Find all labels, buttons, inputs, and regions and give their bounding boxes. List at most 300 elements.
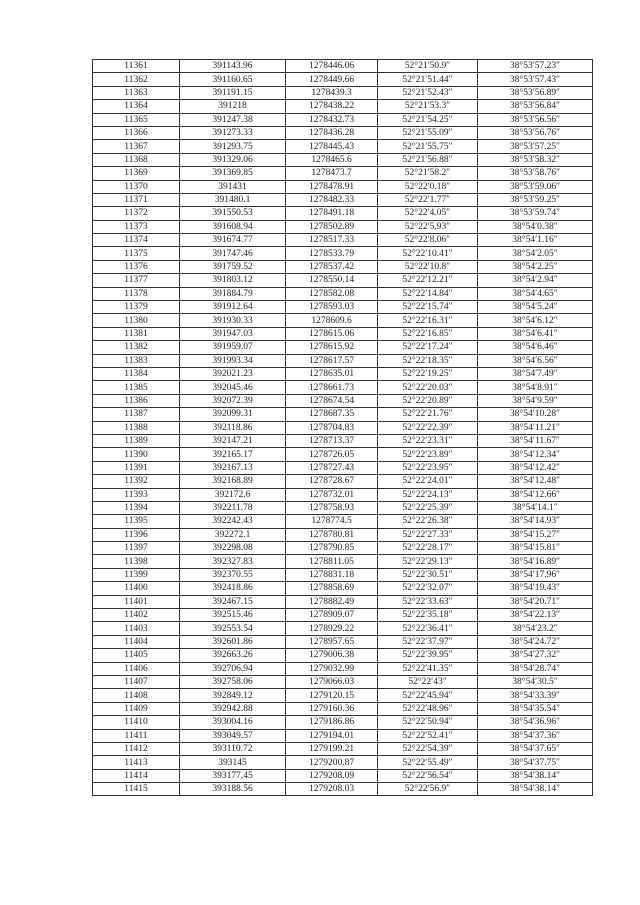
longitude-cell: 38°54′11.21″: [478, 421, 593, 434]
point-number-cell: 11367: [93, 140, 180, 153]
point-number-cell: 11361: [93, 60, 180, 73]
y-coordinate-cell: 1278582.08: [286, 287, 378, 300]
x-coordinate-cell: 392165.17: [180, 448, 286, 461]
y-coordinate-cell: 1278929.22: [286, 622, 378, 635]
point-number-cell: 11400: [93, 582, 180, 595]
x-coordinate-cell: 391191.15: [180, 86, 286, 99]
y-coordinate-cell: 1278465.6: [286, 153, 378, 166]
y-coordinate-cell: 1278436.28: [286, 126, 378, 139]
longitude-cell: 38°53′59.06″: [478, 180, 593, 193]
latitude-cell: 52°22′52.41″: [378, 729, 478, 742]
point-number-cell: 11397: [93, 542, 180, 555]
latitude-cell: 52°21′53.3″: [378, 100, 478, 113]
x-coordinate-cell: 392211.78: [180, 501, 286, 514]
coordinates-table: [92, 59, 593, 796]
point-number-cell: 11362: [93, 73, 180, 86]
latitude-cell: 52°22′22.39″: [378, 421, 478, 434]
table-row: [93, 702, 593, 715]
longitude-cell: 38°54′38.14″: [478, 769, 593, 782]
latitude-cell: 52°22′17.24″: [378, 341, 478, 354]
latitude-cell: 52°22′43″: [378, 675, 478, 688]
latitude-cell: 52°22′18.35″: [378, 354, 478, 367]
y-coordinate-cell: 1278537.42: [286, 260, 378, 273]
latitude-cell: 52°22′20.89″: [378, 394, 478, 407]
latitude-cell: 52°22′45.94″: [378, 689, 478, 702]
table-row: [93, 609, 593, 622]
longitude-cell: 38°54′35.54″: [478, 702, 593, 715]
y-coordinate-cell: 1279208.03: [286, 783, 378, 796]
longitude-cell: 38°54′24.72″: [478, 635, 593, 648]
point-number-cell: 11393: [93, 488, 180, 501]
longitude-cell: 38°54′37.36″: [478, 729, 593, 742]
table-row: [93, 528, 593, 541]
point-number-cell: 11382: [93, 341, 180, 354]
table-row: [93, 381, 593, 394]
longitude-cell: 38°54′12.66″: [478, 488, 593, 501]
point-number-cell: 11388: [93, 421, 180, 434]
x-coordinate-cell: 391884.79: [180, 287, 286, 300]
latitude-cell: 52°22′4.05″: [378, 207, 478, 220]
point-number-cell: 11386: [93, 394, 180, 407]
latitude-cell: 52°22′23.95″: [378, 461, 478, 474]
point-number-cell: 11379: [93, 301, 180, 314]
longitude-cell: 38°54′1.16″: [478, 234, 593, 247]
table-row: [93, 555, 593, 568]
x-coordinate-cell: 393188.56: [180, 783, 286, 796]
table-row: [93, 234, 593, 247]
latitude-cell: 52°22′23.31″: [378, 434, 478, 447]
latitude-cell: 52°21′52.43″: [378, 86, 478, 99]
latitude-cell: 52°22′41.35″: [378, 662, 478, 675]
point-number-cell: 11392: [93, 475, 180, 488]
latitude-cell: 52°22′28.17″: [378, 542, 478, 555]
point-number-cell: 11368: [93, 153, 180, 166]
table-row: [93, 716, 593, 729]
longitude-cell: 38°54′6.12″: [478, 314, 593, 327]
x-coordinate-cell: 391369.85: [180, 167, 286, 180]
latitude-cell: 52°22′0.18″: [378, 180, 478, 193]
point-number-cell: 11403: [93, 622, 180, 635]
y-coordinate-cell: 1278831.18: [286, 568, 378, 581]
longitude-cell: 38°54′2.25″: [478, 260, 593, 273]
y-coordinate-cell: 1278726.05: [286, 448, 378, 461]
longitude-cell: 38°54′14.93″: [478, 515, 593, 528]
x-coordinate-cell: 392168.89: [180, 475, 286, 488]
table-row: [93, 729, 593, 742]
point-number-cell: 11387: [93, 408, 180, 421]
point-number-cell: 11409: [93, 702, 180, 715]
y-coordinate-cell: 1278593.03: [286, 301, 378, 314]
y-coordinate-cell: 1278432.73: [286, 113, 378, 126]
longitude-cell: 38°54′28.74″: [478, 662, 593, 675]
longitude-cell: 38°54′11.67″: [478, 434, 593, 447]
point-number-cell: 11395: [93, 515, 180, 528]
table-row: [93, 301, 593, 314]
table-row: [93, 394, 593, 407]
table-row: [93, 247, 593, 260]
point-number-cell: 11373: [93, 220, 180, 233]
table-row: [93, 515, 593, 528]
latitude-cell: 52°22′23.89″: [378, 448, 478, 461]
y-coordinate-cell: 1278438.22: [286, 100, 378, 113]
x-coordinate-cell: 391293.75: [180, 140, 286, 153]
longitude-cell: 38°54′20.71″: [478, 595, 593, 608]
point-number-cell: 11415: [93, 783, 180, 796]
latitude-cell: 52°22′10.41″: [378, 247, 478, 260]
table-row: [93, 662, 593, 675]
longitude-cell: 38°54′0.38″: [478, 220, 593, 233]
latitude-cell: 52°21′55.09″: [378, 126, 478, 139]
longitude-cell: 38°53′57.25″: [478, 140, 593, 153]
table-row: [93, 675, 593, 688]
table-row: [93, 193, 593, 206]
longitude-cell: 38°53′57.43″: [478, 73, 593, 86]
x-coordinate-cell: 391947.03: [180, 327, 286, 340]
point-number-cell: 11385: [93, 381, 180, 394]
longitude-cell: 38°54′30.5″: [478, 675, 593, 688]
table-row: [93, 582, 593, 595]
latitude-cell: 52°22′16.31″: [378, 314, 478, 327]
latitude-cell: 52°22′12.21″: [378, 274, 478, 287]
longitude-cell: 38°54′36.96″: [478, 716, 593, 729]
point-number-cell: 11389: [93, 434, 180, 447]
y-coordinate-cell: 1279199.21: [286, 742, 378, 755]
point-number-cell: 11363: [93, 86, 180, 99]
longitude-cell: 38°54′22.13″: [478, 609, 593, 622]
x-coordinate-cell: 392242.43: [180, 515, 286, 528]
y-coordinate-cell: 1278909.07: [286, 609, 378, 622]
table-row: [93, 100, 593, 113]
longitude-cell: 38°54′12.34″: [478, 448, 593, 461]
point-number-cell: 11365: [93, 113, 180, 126]
point-number-cell: 11401: [93, 595, 180, 608]
table-row: [93, 327, 593, 340]
longitude-cell: 38°53′56.76″: [478, 126, 593, 139]
longitude-cell: 38°54′8.91″: [478, 381, 593, 394]
point-number-cell: 11412: [93, 742, 180, 755]
longitude-cell: 38°54′10.28″: [478, 408, 593, 421]
y-coordinate-cell: 1278713.37: [286, 434, 378, 447]
table-row: [93, 756, 593, 769]
y-coordinate-cell: 1278445.43: [286, 140, 378, 153]
y-coordinate-cell: 1279208.09: [286, 769, 378, 782]
table-row: [93, 475, 593, 488]
table-row: [93, 421, 593, 434]
longitude-cell: 38°54′37.65″: [478, 742, 593, 755]
latitude-cell: 52°22′24.01″: [378, 475, 478, 488]
latitude-cell: 52°22′5.93″: [378, 220, 478, 233]
y-coordinate-cell: 1278482.33: [286, 193, 378, 206]
x-coordinate-cell: 391747.46: [180, 247, 286, 260]
longitude-cell: 38°54′17.96″: [478, 568, 593, 581]
latitude-cell: 52°22′50.94″: [378, 716, 478, 729]
point-number-cell: 11370: [93, 180, 180, 193]
x-coordinate-cell: 392172.6: [180, 488, 286, 501]
y-coordinate-cell: 1278758.93: [286, 501, 378, 514]
latitude-cell: 52°22′33.63″: [378, 595, 478, 608]
point-number-cell: 11408: [93, 689, 180, 702]
x-coordinate-cell: 392167.13: [180, 461, 286, 474]
longitude-cell: 38°54′16.89″: [478, 555, 593, 568]
latitude-cell: 52°22′14.84″: [378, 287, 478, 300]
y-coordinate-cell: 1278615.92: [286, 341, 378, 354]
x-coordinate-cell: 391803.12: [180, 274, 286, 287]
latitude-cell: 52°22′37.97″: [378, 635, 478, 648]
point-number-cell: 11375: [93, 247, 180, 260]
table-row: [93, 260, 593, 273]
longitude-cell: 38°54′6.41″: [478, 327, 593, 340]
y-coordinate-cell: 1279194.01: [286, 729, 378, 742]
y-coordinate-cell: 1278609.6: [286, 314, 378, 327]
latitude-cell: 52°22′56.54″: [378, 769, 478, 782]
point-number-cell: 11366: [93, 126, 180, 139]
point-number-cell: 11364: [93, 100, 180, 113]
longitude-cell: 38°54′14.1″: [478, 501, 593, 514]
x-coordinate-cell: 391912.64: [180, 301, 286, 314]
x-coordinate-cell: 392298.08: [180, 542, 286, 555]
x-coordinate-cell: 392045.46: [180, 381, 286, 394]
latitude-cell: 52°21′55.75″: [378, 140, 478, 153]
x-coordinate-cell: 391218: [180, 100, 286, 113]
latitude-cell: 52°21′51.44″: [378, 73, 478, 86]
y-coordinate-cell: 1278674.54: [286, 394, 378, 407]
x-coordinate-cell: 391759.52: [180, 260, 286, 273]
y-coordinate-cell: 1278502.89: [286, 220, 378, 233]
y-coordinate-cell: 1278774.5: [286, 515, 378, 528]
x-coordinate-cell: 391431: [180, 180, 286, 193]
longitude-cell: 38°54′15.27″: [478, 528, 593, 541]
longitude-cell: 38°54′9.59″: [478, 394, 593, 407]
y-coordinate-cell: 1278728.67: [286, 475, 378, 488]
y-coordinate-cell: 1278732.01: [286, 488, 378, 501]
x-coordinate-cell: 392706.94: [180, 662, 286, 675]
table-row: [93, 220, 593, 233]
latitude-cell: 52°22′27.33″: [378, 528, 478, 541]
y-coordinate-cell: 1279200.87: [286, 756, 378, 769]
longitude-cell: 38°53′58.76″: [478, 167, 593, 180]
x-coordinate-cell: 391930.33: [180, 314, 286, 327]
table-row: [93, 287, 593, 300]
latitude-cell: 52°22′24.13″: [378, 488, 478, 501]
point-number-cell: 11398: [93, 555, 180, 568]
longitude-cell: 38°53′56.84″: [478, 100, 593, 113]
point-number-cell: 11404: [93, 635, 180, 648]
point-number-cell: 11413: [93, 756, 180, 769]
latitude-cell: 52°22′39.95″: [378, 649, 478, 662]
table-row: [93, 488, 593, 501]
longitude-cell: 38°54′6.46″: [478, 341, 593, 354]
x-coordinate-cell: 392147.21: [180, 434, 286, 447]
y-coordinate-cell: 1278661.73: [286, 381, 378, 394]
x-coordinate-cell: 393049.57: [180, 729, 286, 742]
latitude-cell: 52°22′29.13″: [378, 555, 478, 568]
longitude-cell: 38°53′57.23″: [478, 60, 593, 73]
y-coordinate-cell: 1278446.06: [286, 60, 378, 73]
point-number-cell: 11391: [93, 461, 180, 474]
point-number-cell: 11411: [93, 729, 180, 742]
point-number-cell: 11383: [93, 354, 180, 367]
table-row: [93, 461, 593, 474]
latitude-cell: 52°22′54.39″: [378, 742, 478, 755]
table-row: [93, 207, 593, 220]
table-row: [93, 568, 593, 581]
x-coordinate-cell: 391993.34: [180, 354, 286, 367]
table-row: [93, 542, 593, 555]
latitude-cell: 52°22′20.03″: [378, 381, 478, 394]
latitude-cell: 52°22′30.51″: [378, 568, 478, 581]
y-coordinate-cell: 1278478.91: [286, 180, 378, 193]
y-coordinate-cell: 1278533.79: [286, 247, 378, 260]
point-number-cell: 11374: [93, 234, 180, 247]
y-coordinate-cell: 1278704.83: [286, 421, 378, 434]
point-number-cell: 11390: [93, 448, 180, 461]
table-row: [93, 86, 593, 99]
x-coordinate-cell: 391329.06: [180, 153, 286, 166]
point-number-cell: 11380: [93, 314, 180, 327]
longitude-cell: 38°54′19.43″: [478, 582, 593, 595]
latitude-cell: 52°22′19.25″: [378, 367, 478, 380]
point-number-cell: 11384: [93, 367, 180, 380]
latitude-cell: 52°22′15.74″: [378, 301, 478, 314]
longitude-cell: 38°54′12.42″: [478, 461, 593, 474]
y-coordinate-cell: 1278473.7: [286, 167, 378, 180]
table-row: [93, 408, 593, 421]
point-number-cell: 11369: [93, 167, 180, 180]
longitude-cell: 38°54′4.65″: [478, 287, 593, 300]
x-coordinate-cell: 393110.72: [180, 742, 286, 755]
latitude-cell: 52°22′10.8″: [378, 260, 478, 273]
table-body: [93, 60, 593, 796]
table-row: [93, 274, 593, 287]
table-row: [93, 769, 593, 782]
y-coordinate-cell: 1279032.99: [286, 662, 378, 675]
longitude-cell: 38°53′59.25″: [478, 193, 593, 206]
y-coordinate-cell: 1279066.03: [286, 675, 378, 688]
x-coordinate-cell: 392327.83: [180, 555, 286, 568]
y-coordinate-cell: 1278780.81: [286, 528, 378, 541]
x-coordinate-cell: 392515.46: [180, 609, 286, 622]
y-coordinate-cell: 1279186.86: [286, 716, 378, 729]
y-coordinate-cell: 1278517.33: [286, 234, 378, 247]
latitude-cell: 52°21′50.9″: [378, 60, 478, 73]
x-coordinate-cell: 391247.38: [180, 113, 286, 126]
longitude-cell: 38°54′2.94″: [478, 274, 593, 287]
longitude-cell: 38°53′56.89″: [478, 86, 593, 99]
x-coordinate-cell: 392370.55: [180, 568, 286, 581]
table-row: [93, 783, 593, 796]
table-row: [93, 341, 593, 354]
longitude-cell: 38°54′12.48″: [478, 475, 593, 488]
latitude-cell: 52°22′55.49″: [378, 756, 478, 769]
longitude-cell: 38°54′37.75″: [478, 756, 593, 769]
x-coordinate-cell: 392942.88: [180, 702, 286, 715]
y-coordinate-cell: 1278882.49: [286, 595, 378, 608]
x-coordinate-cell: 393177.45: [180, 769, 286, 782]
point-number-cell: 11414: [93, 769, 180, 782]
x-coordinate-cell: 392553.54: [180, 622, 286, 635]
y-coordinate-cell: 1278811.05: [286, 555, 378, 568]
point-number-cell: 11399: [93, 568, 180, 581]
x-coordinate-cell: 392118.86: [180, 421, 286, 434]
table-row: [93, 434, 593, 447]
latitude-cell: 52°22′26.38″: [378, 515, 478, 528]
y-coordinate-cell: 1278790.85: [286, 542, 378, 555]
table-row: [93, 314, 593, 327]
table-row: [93, 367, 593, 380]
x-coordinate-cell: 391674.77: [180, 234, 286, 247]
y-coordinate-cell: 1278727.43: [286, 461, 378, 474]
y-coordinate-cell: 1278439.3: [286, 86, 378, 99]
latitude-cell: 52°21′54.25″: [378, 113, 478, 126]
x-coordinate-cell: 391160.65: [180, 73, 286, 86]
point-number-cell: 11407: [93, 675, 180, 688]
table-row: [93, 501, 593, 514]
y-coordinate-cell: 1278617.57: [286, 354, 378, 367]
x-coordinate-cell: 392758.06: [180, 675, 286, 688]
y-coordinate-cell: 1279006.38: [286, 649, 378, 662]
latitude-cell: 52°22′56.9″: [378, 783, 478, 796]
longitude-cell: 38°54′27.32″: [478, 649, 593, 662]
y-coordinate-cell: 1278550.14: [286, 274, 378, 287]
latitude-cell: 52°22′36.41″: [378, 622, 478, 635]
longitude-cell: 38°54′2.05″: [478, 247, 593, 260]
latitude-cell: 52°22′21.76″: [378, 408, 478, 421]
x-coordinate-cell: 392099.31: [180, 408, 286, 421]
x-coordinate-cell: 391959.07: [180, 341, 286, 354]
y-coordinate-cell: 1278615.06: [286, 327, 378, 340]
x-coordinate-cell: 392072.39: [180, 394, 286, 407]
y-coordinate-cell: 1278449.66: [286, 73, 378, 86]
table-row: [93, 448, 593, 461]
y-coordinate-cell: 1278687.35: [286, 408, 378, 421]
y-coordinate-cell: 1278957.65: [286, 635, 378, 648]
table-row: [93, 140, 593, 153]
x-coordinate-cell: 392601.86: [180, 635, 286, 648]
longitude-cell: 38°54′33.39″: [478, 689, 593, 702]
latitude-cell: 52°22′32.07″: [378, 582, 478, 595]
table-row: [93, 354, 593, 367]
x-coordinate-cell: 391480.1: [180, 193, 286, 206]
x-coordinate-cell: 392021.23: [180, 367, 286, 380]
latitude-cell: 52°21′58.2″: [378, 167, 478, 180]
point-number-cell: 11405: [93, 649, 180, 662]
table-row: [93, 649, 593, 662]
x-coordinate-cell: 391273.33: [180, 126, 286, 139]
table-row: [93, 635, 593, 648]
x-coordinate-cell: 391608.94: [180, 220, 286, 233]
point-number-cell: 11406: [93, 662, 180, 675]
longitude-cell: 38°53′58.32″: [478, 153, 593, 166]
latitude-cell: 52°22′1.77″: [378, 193, 478, 206]
x-coordinate-cell: 392467.15: [180, 595, 286, 608]
x-coordinate-cell: 392849.12: [180, 689, 286, 702]
longitude-cell: 38°54′5.24″: [478, 301, 593, 314]
x-coordinate-cell: 392418.86: [180, 582, 286, 595]
point-number-cell: 11377: [93, 274, 180, 287]
point-number-cell: 11394: [93, 501, 180, 514]
latitude-cell: 52°22′48.96″: [378, 702, 478, 715]
longitude-cell: 38°54′6.56″: [478, 354, 593, 367]
table-row: [93, 167, 593, 180]
longitude-cell: 38°54′7.49″: [478, 367, 593, 380]
table-row: [93, 126, 593, 139]
table-row: [93, 180, 593, 193]
table-row: [93, 73, 593, 86]
latitude-cell: 52°22′35.18″: [378, 609, 478, 622]
x-coordinate-cell: 391550.53: [180, 207, 286, 220]
table-row: [93, 689, 593, 702]
point-number-cell: 11371: [93, 193, 180, 206]
